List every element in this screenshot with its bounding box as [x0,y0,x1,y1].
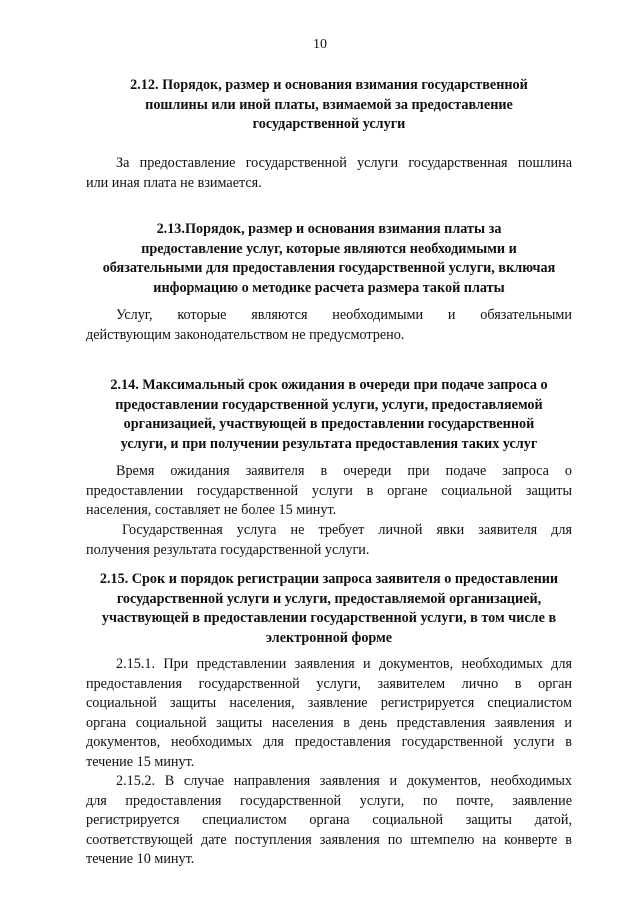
paragraph-line: населения, составляет не более 15 минут. [86,502,337,518]
paragraph-line: или иная плата не взимается. [86,174,262,191]
section-2-15-heading [86,570,572,648]
heading-line: электронной форме [265,629,393,646]
paragraph-line: предоставления государственной услуги, заявителем лично в орган [86,675,572,692]
heading-line: 2.15. Срок и порядок регистрации запроса заявителя о предоставлении [99,571,559,587]
section-2-12-heading [86,76,572,135]
paragraph-line: документов, необходимых для предоставления государственной услуги в [86,734,572,750]
heading-line: предоставление услуг, которые являются необходимыми и [141,240,517,257]
paragraph-line: социальной защиты населения, заявление регистрируется специалистом [86,695,572,711]
section-2-13-paragraph [86,306,572,345]
paragraph-line: органа социальной защиты населения в день представления заявления и [86,714,572,731]
paragraph-line: действующим законодательством не предусмотрено. [86,326,405,343]
heading-line: обязательными для предоставления государственной услуги, включая [102,260,556,276]
heading-line: государственной услуги и услуги, предоставляемой организацией, [116,590,542,607]
heading-line: 2.12. Порядок, размер и основания взимания государственной [130,77,528,93]
section-2-15-1-paragraph [86,655,572,772]
paragraph-line: для предоставления государственной услуги, по почте, заявление [86,792,572,809]
heading-line: участвующей в предоставлении государственной услуги, в том числе в [101,610,557,626]
paragraph-line: 2.15.2. В случае направления заявления и документов, необходимых [116,773,572,789]
paragraph-line: 2.15.1. При представлении заявления и документов, необходимых для [116,656,572,672]
section-2-14-paragraph-2 [86,521,572,560]
heading-line: 2.13.Порядок, размер и основания взимания платы за [156,221,502,237]
paragraph-line: течение 10 минут. [86,851,195,867]
section-2-14-paragraph-1 [86,462,572,521]
paragraph-line: регистрируется специалистом органа социальной защиты датой, [86,812,572,828]
section-2-13-heading [86,220,572,298]
heading-line: государственной услуги [252,116,406,132]
paragraph-line: Время ожидания заявителя в очереди при подаче запроса о [116,463,572,479]
heading-line: предоставлении государственной услуги, услуги, предоставляемой [115,396,543,413]
paragraph-line: Услуг, которые являются необходимыми и обязательными [116,307,572,323]
heading-line: 2.14. Максимальный срок ожидания в очереди при подаче запроса о [110,377,548,393]
paragraph-line: предоставлении государственной услуги в органе социальной защиты [86,482,572,499]
section-2-12-paragraph [86,154,572,193]
paragraph-line: Государственная услуга не требует личной явки заявителя для [122,522,572,538]
paragraph-line: соответствующей дате поступления заявления по штемпелю на конверте в [86,831,572,848]
heading-line: организацией, участвующей в предоставлении государственной [123,416,535,432]
heading-line: услуги, и при получении результата предоставления таких услуг [120,435,538,452]
section-2-14-heading [86,376,572,454]
section-2-15-2-paragraph [86,772,572,870]
paragraph-line: течение 15 минут. [86,753,195,770]
heading-line: пошлины или иной платы, взимаемой за предоставление [145,96,513,113]
page-number: 10 [313,37,327,52]
heading-line: информацию о методике расчета размера такой платы [153,279,505,296]
paragraph-line: получения результата государственной услуги. [86,541,370,558]
paragraph-line: За предоставление государственной услуги государственная пошлина [116,155,572,171]
